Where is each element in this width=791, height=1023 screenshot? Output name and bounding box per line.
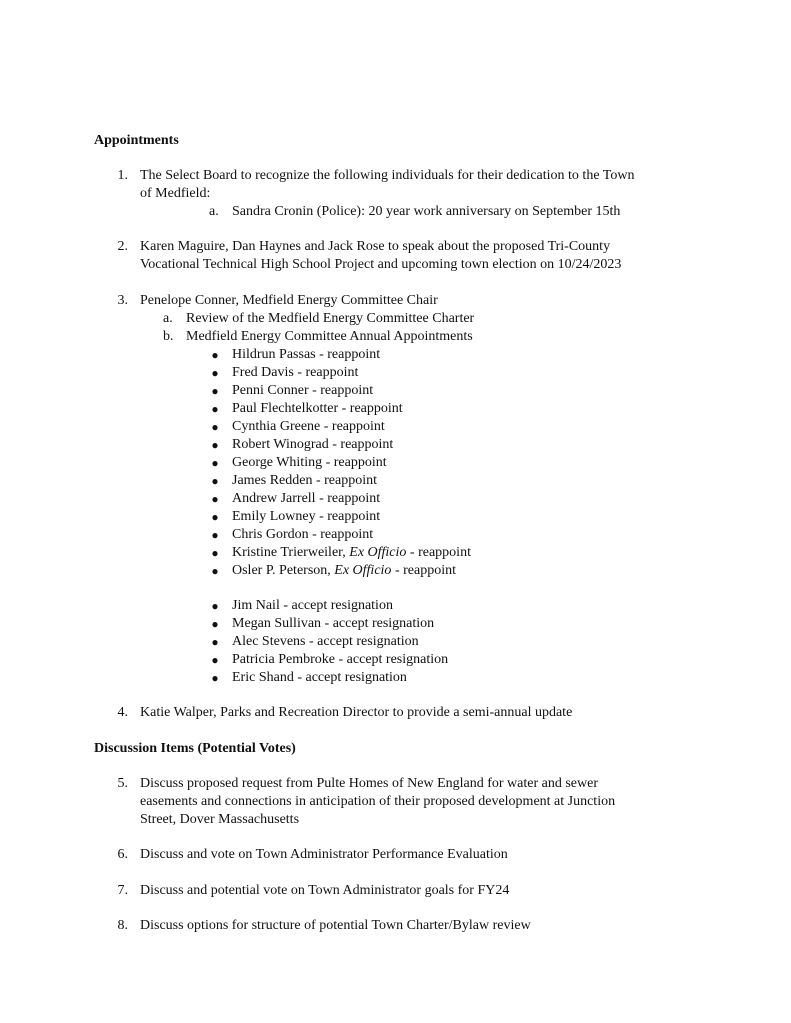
resignation-entry: Jim Nail - accept resignation	[232, 598, 393, 613]
item-text: Katie Walper, Parks and Recreation Director to provide a semi-annual update	[140, 705, 573, 720]
item-text: Karen Maguire, Dan Haynes and Jack Rose to speak about the proposed Tri-County	[140, 239, 611, 254]
appointee-action: - reappoint	[391, 563, 456, 578]
bullet-icon: ●	[211, 474, 219, 488]
item-text: Discuss proposed request from Pulte Homes of New England for water and sewer	[140, 776, 598, 791]
resignation-entry: Alec Stevens - accept resignation	[232, 634, 419, 649]
appointee-entry: Paul Flechtelkotter - reappoint	[232, 401, 403, 416]
appointee-entry: Andrew Jarrell - reappoint	[232, 491, 381, 506]
appointee-entry: Emily Lowney - reappoint	[232, 509, 381, 524]
item-number: 6.	[117, 847, 128, 862]
appointments-heading: Appointments	[94, 133, 179, 148]
sub-item-text: Sandra Cronin (Police): 20 year work anniversary on September 15th	[232, 204, 621, 219]
ex-officio-label: Ex Officio	[334, 563, 392, 578]
discussion-heading: Discussion Items (Potential Votes)	[94, 741, 296, 756]
sub-item-text: Review of the Medfield Energy Committee Charter	[186, 311, 475, 326]
sub-item-letter: a.	[163, 311, 173, 326]
sub-item-letter: a.	[209, 204, 219, 219]
bullet-icon: ●	[211, 438, 219, 452]
appointee-entry: Cynthia Greene - reappoint	[232, 419, 385, 434]
bullet-icon: ●	[211, 528, 219, 542]
bullet-icon: ●	[211, 384, 219, 398]
bullet-icon: ●	[211, 564, 219, 578]
appointee-entry	[232, 544, 471, 562]
bullet-icon: ●	[211, 348, 219, 362]
bullet-icon: ●	[211, 546, 219, 560]
resignation-entry: Patricia Pembroke - accept resignation	[232, 652, 449, 667]
item-text: Discuss options for structure of potential Town Charter/Bylaw review	[140, 918, 531, 933]
item-text: Vocational Technical High School Project and upcoming town election on 10/24/2023	[140, 257, 622, 272]
ex-officio-label: Ex Officio	[349, 545, 407, 560]
appointee-entry: Penni Conner - reappoint	[232, 383, 374, 398]
sub-item-text: Medfield Energy Committee Annual Appointments	[186, 329, 473, 344]
appointee-name: Kristine Trierweiler,	[232, 545, 350, 560]
item-number: 7.	[117, 883, 128, 898]
item-text: easements and connections in anticipation of their proposed development at Junction	[140, 794, 616, 809]
appointee-action: - reappoint	[406, 545, 471, 560]
bullet-icon: ●	[211, 456, 219, 470]
bullet-icon: ●	[211, 492, 219, 506]
appointee-name: Osler P. Peterson,	[232, 563, 335, 578]
item-number: 4.	[117, 705, 128, 720]
item-number: 8.	[117, 918, 128, 933]
bullet-icon: ●	[211, 635, 219, 649]
bullet-icon: ●	[211, 420, 219, 434]
item-number: 3.	[117, 293, 128, 308]
appointee-entry: Chris Gordon - reappoint	[232, 527, 374, 542]
item-text: of Medfield:	[140, 186, 211, 201]
appointee-entry: Robert Winograd - reappoint	[232, 437, 394, 452]
item-number: 5.	[117, 776, 128, 791]
item-text: Discuss and vote on Town Administrator Performance Evaluation	[140, 847, 508, 862]
item-number: 1.	[117, 168, 128, 183]
bullet-icon: ●	[211, 599, 219, 613]
bullet-icon: ●	[211, 617, 219, 631]
resignation-entry: Eric Shand - accept resignation	[232, 670, 407, 685]
item-text: Penelope Conner, Medfield Energy Committee Chair	[140, 293, 438, 308]
bullet-icon: ●	[211, 671, 219, 685]
item-text: The Select Board to recognize the following individuals for their dedication to the Town	[140, 168, 635, 183]
bullet-icon: ●	[211, 510, 219, 524]
sub-item-letter: b.	[163, 329, 174, 344]
bullet-icon: ●	[211, 366, 219, 380]
item-number: 2.	[117, 239, 128, 254]
bullet-icon: ●	[211, 402, 219, 416]
appointee-entry: James Redden - reappoint	[232, 473, 378, 488]
item-text: Street, Dover Massachusetts	[140, 812, 300, 827]
appointee-entry: Fred Davis - reappoint	[232, 365, 359, 380]
appointee-entry: Hildrun Passas - reappoint	[232, 347, 381, 362]
appointee-entry: George Whiting - reappoint	[232, 455, 387, 470]
bullet-icon: ●	[211, 653, 219, 667]
item-text: Discuss and potential vote on Town Administrator goals for FY24	[140, 883, 510, 898]
resignation-entry: Megan Sullivan - accept resignation	[232, 616, 435, 631]
appointee-entry	[232, 562, 456, 580]
